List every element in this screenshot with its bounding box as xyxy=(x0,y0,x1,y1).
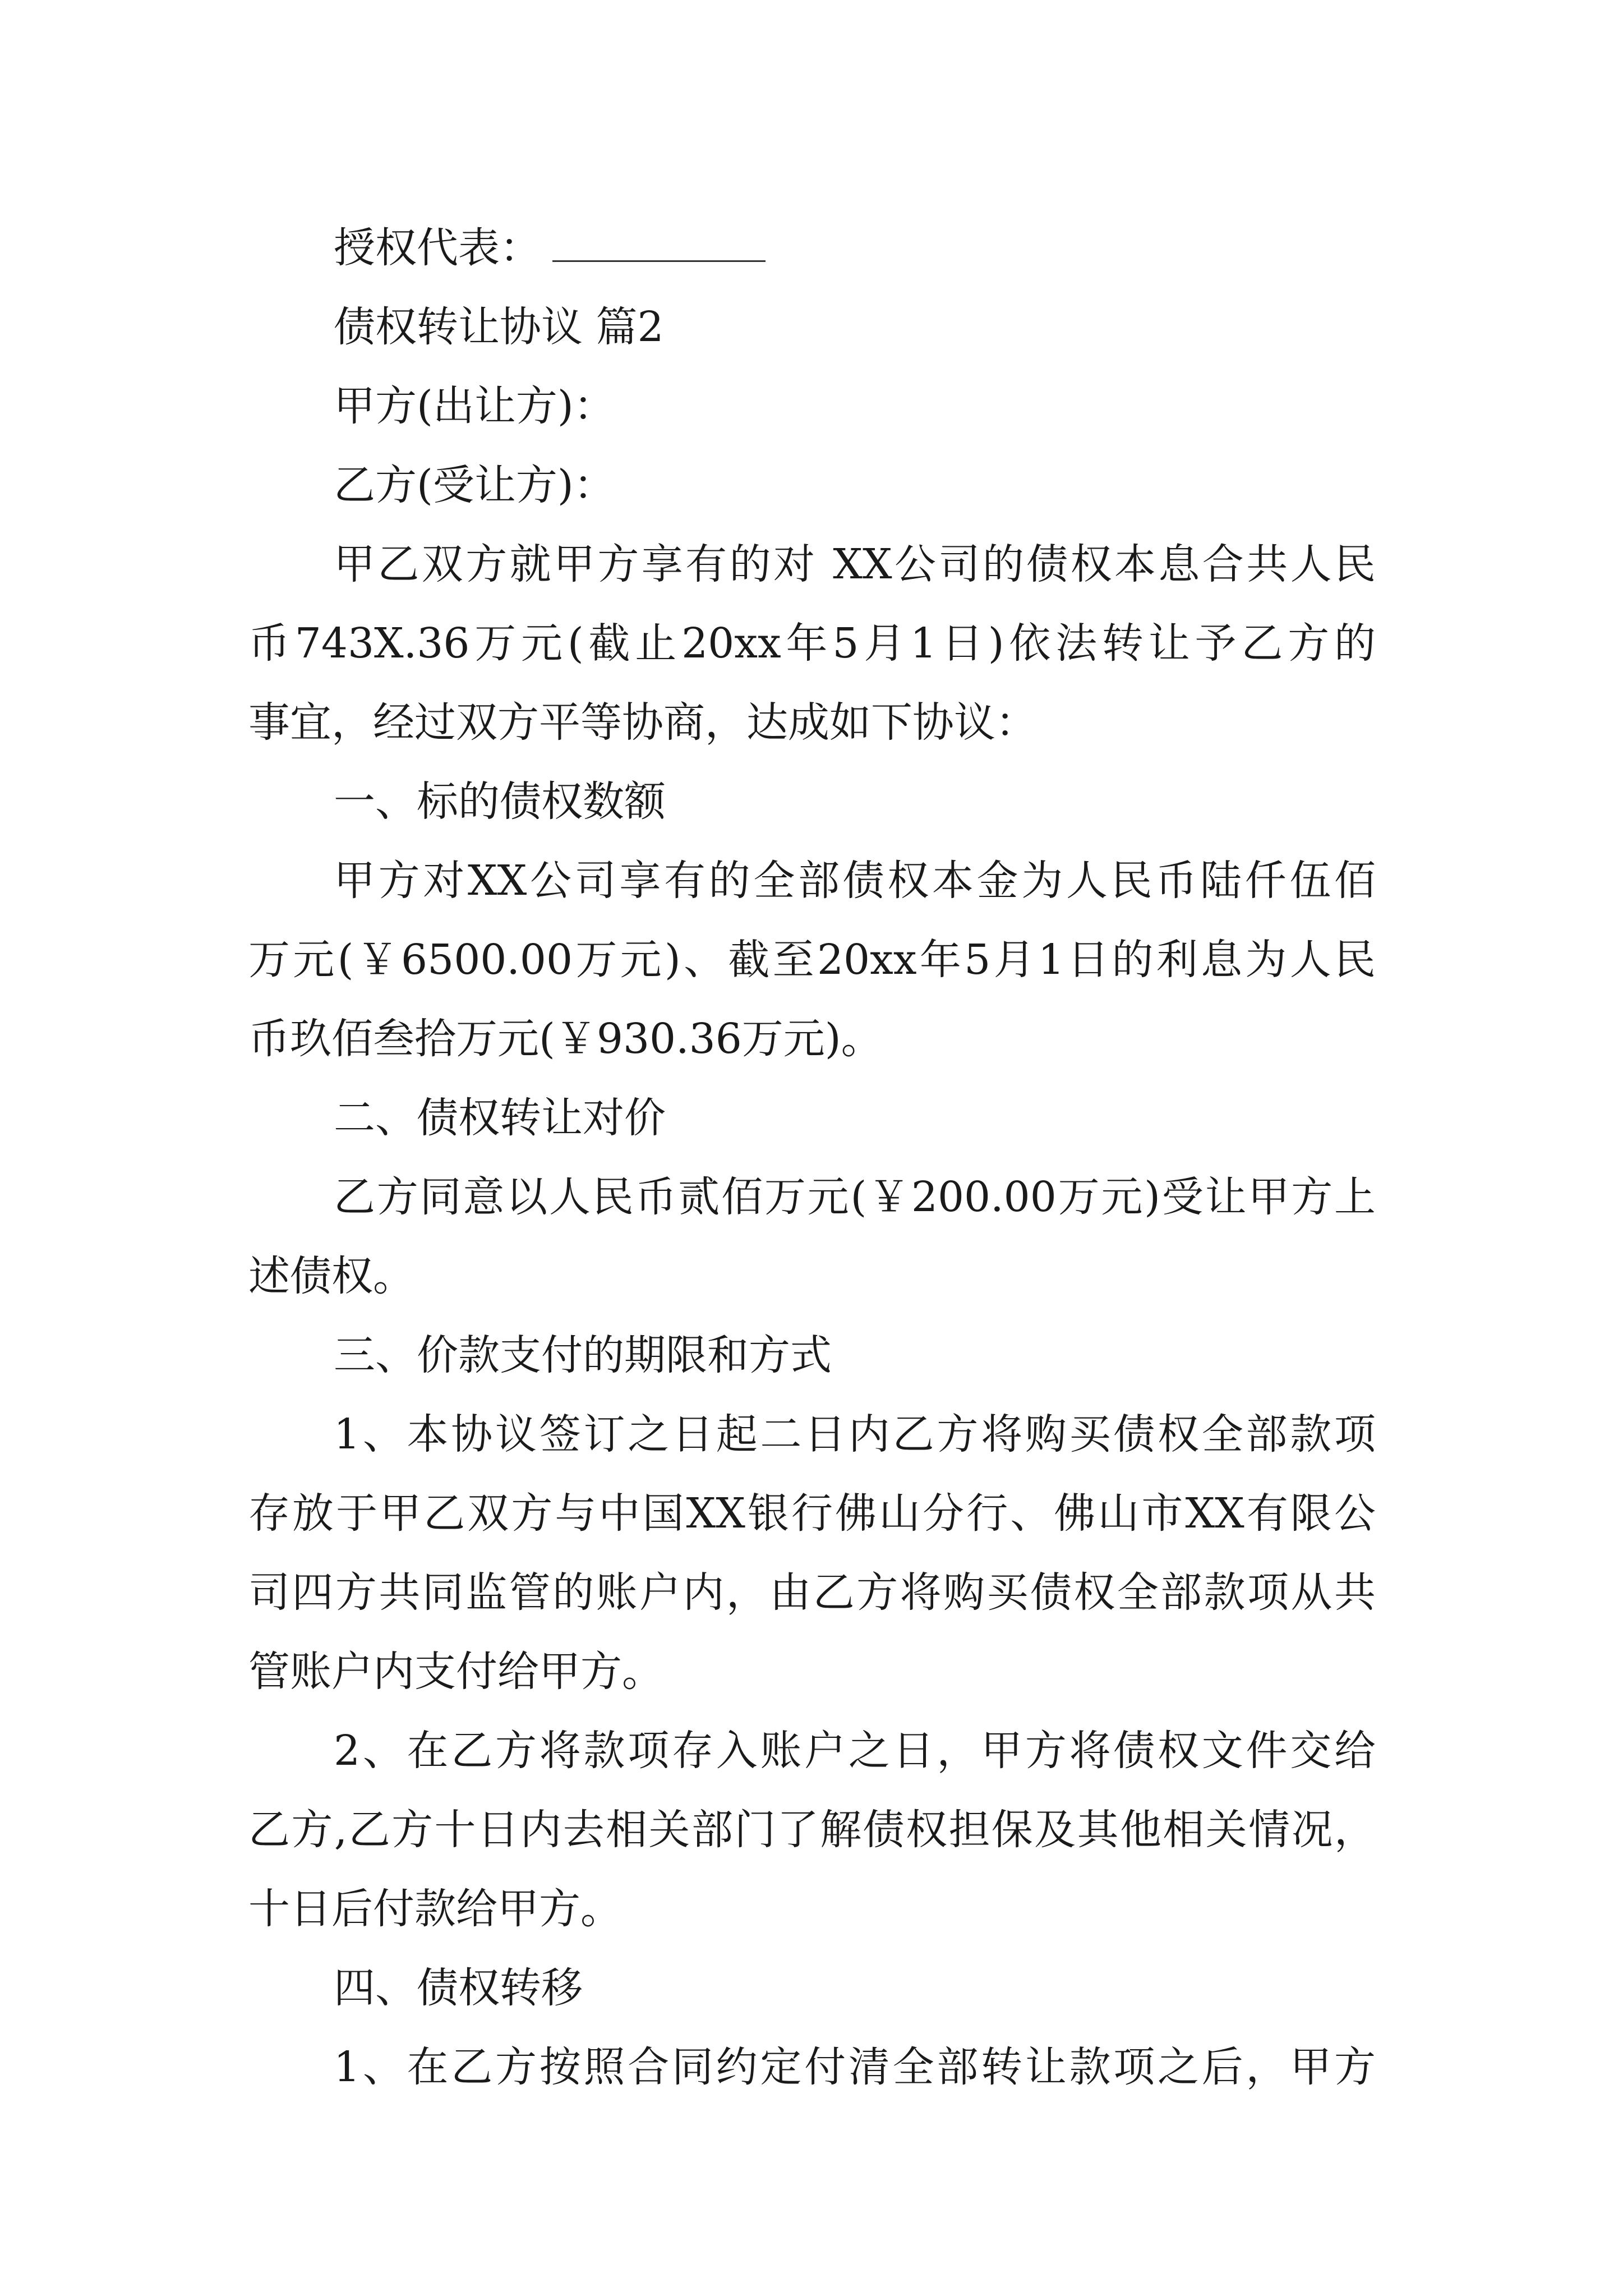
clause-heading: 四、债权转移 xyxy=(334,1964,583,2012)
clause-heading: 三、价款支付的期限和方式 xyxy=(334,1331,832,1379)
document-body xyxy=(248,209,1376,2107)
paragraph-line: 乙方同意以人民币贰佰万元(￥200.00万元)受让甲方上 xyxy=(334,1173,1376,1221)
paragraph-line: 甲方对XX公司享有的全部债权本金为人民币陆仟伍佰 xyxy=(334,857,1376,905)
paragraph-line: 币玖佰叁拾万元(￥930.36万元)。 xyxy=(248,1015,883,1063)
paragraph-line: 甲乙双方就甲方享有的对 XX公司的债权本息合共人民 xyxy=(334,540,1376,588)
authorized-representative-label: 授权代表： xyxy=(334,224,541,272)
signature-blank xyxy=(552,258,766,262)
paragraph-line: 事宜，经过双方平等协商，达成如下协议： xyxy=(248,698,1037,747)
party-b-line: 乙方(受让方)： xyxy=(334,461,615,509)
paragraph-line: 万元(￥6500.00万元)、截至20xx年5月1日的利息为人民 xyxy=(248,936,1376,984)
clause-heading: 一、标的债权数额 xyxy=(334,777,666,826)
paragraph-line: 述债权。 xyxy=(248,1252,414,1300)
paragraph-line: 1、本协议签订之日起二日内乙方将购买债权全部款项 xyxy=(334,1410,1376,1458)
paragraph-line: 2、在乙方将款项存入账户之日，甲方将债权文件交给 xyxy=(334,1727,1376,1775)
paragraph-line: 币743X.36万元(截止20xx年5月1日)依法转让予乙方的 xyxy=(248,619,1376,668)
paragraph-line: 管账户内支付给甲方。 xyxy=(248,1648,663,1696)
party-a-line: 甲方(出让方)： xyxy=(334,382,615,430)
paragraph-line: 存放于甲乙双方与中国XX银行佛山分行、佛山市XX有限公 xyxy=(248,1489,1376,1538)
clause-heading: 二、债权转让对价 xyxy=(334,1094,666,1142)
paragraph-line: 乙方,乙方十日内去相关部门了解债权担保及其他相关情况， xyxy=(248,1806,1376,1854)
authorized-representative-line xyxy=(248,209,1376,288)
paragraph-line: 1、在乙方按照合同约定付清全部转让款项之后，甲方 xyxy=(334,2043,1376,2091)
paragraph-line: 司四方共同监管的账户内，由乙方将购买债权全部款项从共 xyxy=(248,1568,1376,1617)
section-title: 债权转让协议 篇2 xyxy=(334,303,664,351)
paragraph-line: 十日后付款给甲方。 xyxy=(248,1885,622,1933)
